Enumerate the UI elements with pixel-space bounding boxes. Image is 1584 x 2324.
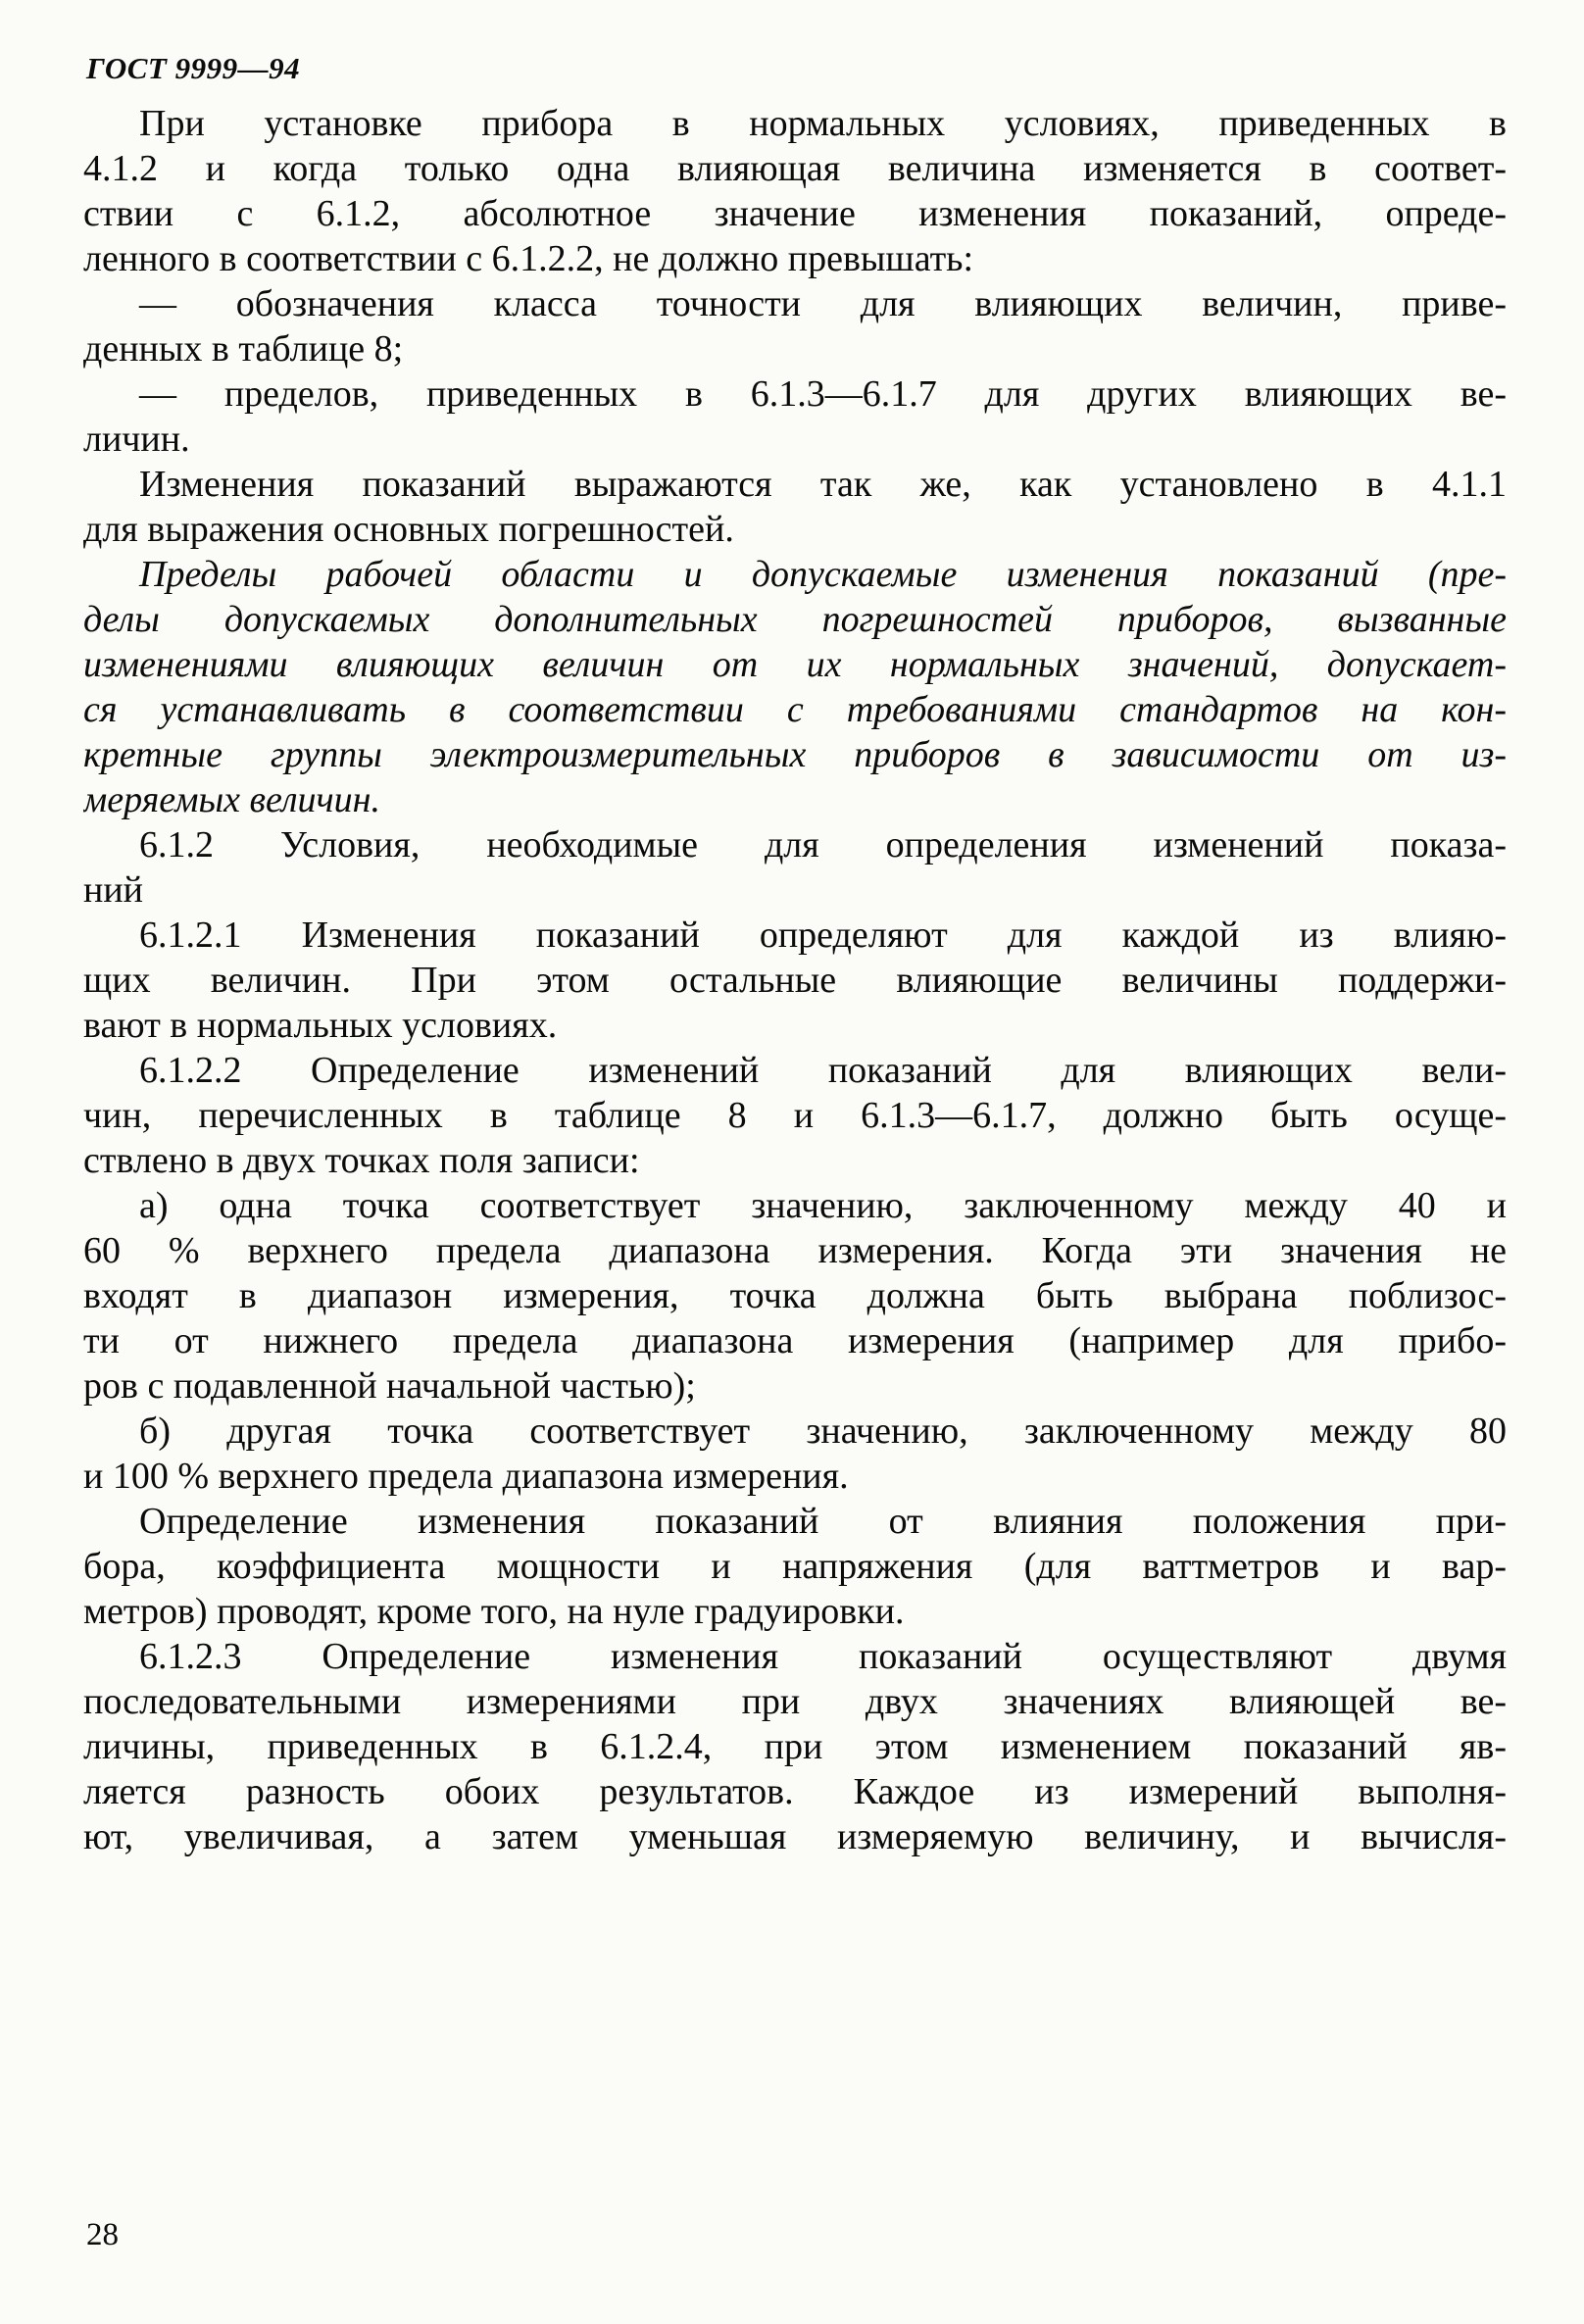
text-line: ров с подавленной начальной частью); <box>83 1365 696 1407</box>
text-line: меряемых величин. <box>83 779 381 820</box>
text-line: вают в нормальных условиях. <box>83 1005 558 1046</box>
text-line: 6.1.2 Условия, необходимые для определения изменений показа- <box>139 824 1507 865</box>
text-line: входят в диапазон измерения, точка должна быть выбрана поблизос- <box>83 1275 1507 1316</box>
text-line: последовательными измерениями при двух значениях влияющей ве- <box>83 1681 1507 1722</box>
text-line: 4.1.2 и когда только одна влияющая величина изменяется в соответ- <box>83 148 1507 189</box>
text-line: метров) проводят, кроме того, на нуле градуировки. <box>83 1591 905 1632</box>
text-line: 6.1.2.3 Определение изменения показаний осуществляют двумя <box>139 1636 1507 1677</box>
text-line: и 100 % верхнего предела диапазона измерения. <box>83 1456 849 1497</box>
text-line: Пределы рабочей области и допускаемые изменения показаний (пре- <box>139 554 1507 595</box>
text-line: ствлено в двух точках поля записи: <box>83 1140 640 1181</box>
document-header-gost-number: ГОСТ 9999—94 <box>86 51 301 85</box>
text-line: — обозначения класса точности для влияющих величин, приве- <box>139 283 1507 324</box>
text-line: а) одна точка соответствует значению, заключенному между 40 и <box>139 1185 1507 1226</box>
text-line: При установке прибора в нормальных условиях, приведенных в <box>139 103 1507 144</box>
text-line: личины, приведенных в 6.1.2.4, при этом изменением показаний яв- <box>83 1726 1507 1767</box>
text-line: Определение изменения показаний от влияния положения при- <box>139 1501 1507 1542</box>
text-line: ся устанавливать в соответствии с требованиями стандартов на кон- <box>83 689 1507 730</box>
text-line: ют, увеличивая, а затем уменьшая измеряемую величину, и вычисля- <box>83 1816 1507 1857</box>
text-line: Изменения показаний выражаются так же, как установлено в 4.1.1 <box>139 464 1507 505</box>
text-line: ленного в соответствии с 6.1.2.2, не должно превышать: <box>83 238 974 279</box>
text-line: 60 % верхнего предела диапазона измерения. Когда эти значения не <box>83 1230 1507 1271</box>
text-line: ти от нижнего предела диапазона измерения (например для прибо- <box>83 1320 1507 1361</box>
text-body <box>83 101 1507 1859</box>
page-number: 28 <box>86 2217 119 2252</box>
text-line: кретные группы электроизмерительных приборов в зависимости от из- <box>83 734 1507 775</box>
text-line: 6.1.2.2 Определение изменений показаний для влияющих вели- <box>139 1050 1507 1091</box>
text-line: бора, коэффициента мощности и напряжения (для ваттметров и вар- <box>83 1546 1507 1587</box>
text-line: чин, перечисленных в таблице 8 и 6.1.3—6.1.7, должно быть осуще- <box>83 1095 1507 1136</box>
text-line: ствии с 6.1.2, абсолютное значение изменения показаний, опреде- <box>83 193 1507 234</box>
text-line: — пределов, приведенных в 6.1.3—6.1.7 для других влияющих ве- <box>139 373 1507 415</box>
text-line: для выражения основных погрешностей. <box>83 509 734 550</box>
text-line: ляется разность обоих результатов. Каждое из измерений выполня- <box>83 1771 1507 1812</box>
text-line: б) другая точка соответствует значению, заключенному между 80 <box>139 1410 1507 1452</box>
text-line: личин. <box>83 419 190 460</box>
text-line: денных в таблице 8; <box>83 328 404 370</box>
text-line: ний <box>83 869 144 911</box>
text-line: 6.1.2.1 Изменения показаний определяют для каждой из влияю- <box>139 915 1507 956</box>
text-line: щих величин. При этом остальные влияющие величины поддержи- <box>83 960 1507 1001</box>
text-line: делы допускаемых дополнительных погрешностей приборов, вызванные <box>83 599 1507 640</box>
text-line: изменениями влияющих величин от их нормальных значений, допускает- <box>83 644 1507 685</box>
